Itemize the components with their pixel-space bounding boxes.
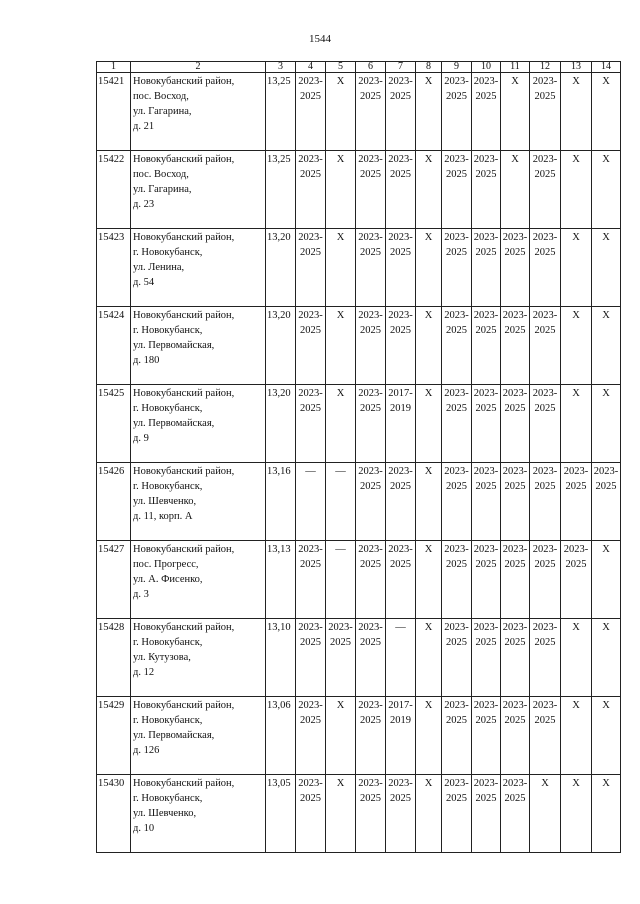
period-cell: X bbox=[326, 385, 356, 463]
period-cell: 2023- 2025 bbox=[356, 697, 386, 775]
column-number-row bbox=[97, 62, 621, 73]
column-number: 10 bbox=[472, 62, 501, 73]
period-cell: X bbox=[592, 151, 621, 229]
row-number-cell: 15427 bbox=[97, 541, 131, 619]
period-cell: X bbox=[416, 775, 442, 853]
period-cell: 2023- 2025 bbox=[442, 619, 472, 697]
row-number-cell: 15425 bbox=[97, 385, 131, 463]
row-number-cell: 15429 bbox=[97, 697, 131, 775]
period-cell: 2023- 2025 bbox=[386, 229, 416, 307]
period-cell: 2023- 2025 bbox=[296, 385, 326, 463]
table-row bbox=[97, 541, 621, 619]
column-number: 14 bbox=[592, 62, 621, 73]
period-cell: X bbox=[561, 619, 592, 697]
column-number: 5 bbox=[326, 62, 356, 73]
period-cell: 2023- 2025 bbox=[296, 619, 326, 697]
period-cell: 2023- 2025 bbox=[530, 619, 561, 697]
table-row bbox=[97, 385, 621, 463]
column-number: 1 bbox=[97, 62, 131, 73]
value-cell: 13,25 bbox=[266, 73, 296, 151]
value-cell: 13,06 bbox=[266, 697, 296, 775]
address-cell: Новокубанский район, пос. Восход, ул. Гагарина, д. 23 bbox=[131, 151, 266, 229]
value-cell: 13,20 bbox=[266, 385, 296, 463]
column-number: 11 bbox=[501, 62, 530, 73]
address-cell: Новокубанский район, г. Новокубанск, ул. Первомайская, д. 9 bbox=[131, 385, 266, 463]
table-row bbox=[97, 151, 621, 229]
period-cell: X bbox=[416, 73, 442, 151]
period-cell: 2023- 2025 bbox=[296, 541, 326, 619]
period-cell: X bbox=[416, 229, 442, 307]
period-cell: 2023- 2025 bbox=[442, 463, 472, 541]
period-cell: 2023- 2025 bbox=[501, 229, 530, 307]
value-cell: 13,20 bbox=[266, 229, 296, 307]
row-number-cell: 15421 bbox=[97, 73, 131, 151]
value-cell: 13,20 bbox=[266, 307, 296, 385]
period-cell: 2023- 2025 bbox=[356, 463, 386, 541]
period-cell: 2023- 2025 bbox=[561, 463, 592, 541]
period-cell: 2023- 2025 bbox=[530, 541, 561, 619]
period-cell: 2023- 2025 bbox=[386, 307, 416, 385]
period-cell: 2023- 2025 bbox=[356, 541, 386, 619]
period-cell: 2023- 2025 bbox=[501, 697, 530, 775]
period-cell: X bbox=[561, 229, 592, 307]
table-row bbox=[97, 307, 621, 385]
period-cell: 2023- 2025 bbox=[472, 775, 501, 853]
period-cell: 2023- 2025 bbox=[356, 229, 386, 307]
period-cell: 2023- 2025 bbox=[356, 151, 386, 229]
period-cell: X bbox=[530, 775, 561, 853]
period-cell: 2023- 2025 bbox=[472, 463, 501, 541]
period-cell: — bbox=[296, 463, 326, 541]
period-cell: X bbox=[501, 73, 530, 151]
period-cell: 2023- 2025 bbox=[296, 307, 326, 385]
period-cell: 2023- 2025 bbox=[442, 775, 472, 853]
period-cell: X bbox=[561, 697, 592, 775]
period-cell: X bbox=[592, 307, 621, 385]
table-row bbox=[97, 463, 621, 541]
address-cell: Новокубанский район, г. Новокубанск, ул. Ленина, д. 54 bbox=[131, 229, 266, 307]
period-cell: X bbox=[592, 619, 621, 697]
period-cell: 2023- 2025 bbox=[501, 463, 530, 541]
period-cell: 2023- 2025 bbox=[501, 619, 530, 697]
period-cell: — bbox=[326, 463, 356, 541]
period-cell: 2023- 2025 bbox=[442, 307, 472, 385]
period-cell: 2023- 2025 bbox=[501, 385, 530, 463]
period-cell: 2023- 2025 bbox=[386, 541, 416, 619]
period-cell: 2023- 2025 bbox=[530, 307, 561, 385]
period-cell: 2023- 2025 bbox=[356, 385, 386, 463]
address-cell: Новокубанский район, пос. Прогресс, ул. А. Фисенко, д. 3 bbox=[131, 541, 266, 619]
period-cell: 2023- 2025 bbox=[356, 619, 386, 697]
period-cell: X bbox=[561, 385, 592, 463]
period-cell: X bbox=[326, 697, 356, 775]
table-row bbox=[97, 229, 621, 307]
period-cell: 2023- 2025 bbox=[501, 307, 530, 385]
period-cell: 2023- 2025 bbox=[472, 697, 501, 775]
period-cell: X bbox=[326, 229, 356, 307]
period-cell: X bbox=[416, 385, 442, 463]
period-cell: X bbox=[326, 775, 356, 853]
address-cell: Новокубанский район, г. Новокубанск, ул. Кутузова, д. 12 bbox=[131, 619, 266, 697]
column-number: 3 bbox=[266, 62, 296, 73]
period-cell: 2023- 2025 bbox=[386, 775, 416, 853]
period-cell: 2023- 2025 bbox=[296, 229, 326, 307]
table-row bbox=[97, 619, 621, 697]
period-cell: 2023- 2025 bbox=[530, 385, 561, 463]
row-number-cell: 15426 bbox=[97, 463, 131, 541]
period-cell: 2017- 2019 bbox=[386, 697, 416, 775]
period-cell: 2023- 2025 bbox=[530, 151, 561, 229]
period-cell: 2023- 2025 bbox=[386, 151, 416, 229]
period-cell: 2023- 2025 bbox=[442, 151, 472, 229]
period-cell: 2023- 2025 bbox=[442, 697, 472, 775]
period-cell: 2023- 2025 bbox=[472, 73, 501, 151]
row-number-cell: 15428 bbox=[97, 619, 131, 697]
table-row bbox=[97, 775, 621, 853]
period-cell: X bbox=[561, 775, 592, 853]
period-cell: X bbox=[416, 697, 442, 775]
period-cell: X bbox=[561, 73, 592, 151]
period-cell: 2023- 2025 bbox=[296, 775, 326, 853]
address-cell: Новокубанский район, пос. Восход, ул. Гагарина, д. 21 bbox=[131, 73, 266, 151]
table-row bbox=[97, 73, 621, 151]
column-number: 2 bbox=[131, 62, 266, 73]
period-cell: X bbox=[416, 541, 442, 619]
period-cell: 2023- 2025 bbox=[472, 229, 501, 307]
period-cell: — bbox=[386, 619, 416, 697]
address-cell: Новокубанский район, г. Новокубанск, ул. Первомайская, д. 126 bbox=[131, 697, 266, 775]
period-cell: X bbox=[561, 151, 592, 229]
column-number: 13 bbox=[561, 62, 592, 73]
period-cell: 2017- 2019 bbox=[386, 385, 416, 463]
period-cell: 2023- 2025 bbox=[386, 463, 416, 541]
period-cell: 2023- 2025 bbox=[356, 775, 386, 853]
period-cell: 2023- 2025 bbox=[386, 73, 416, 151]
period-cell: 2023- 2025 bbox=[296, 151, 326, 229]
period-cell: X bbox=[592, 697, 621, 775]
period-cell: X bbox=[326, 151, 356, 229]
period-cell: 2023- 2025 bbox=[472, 151, 501, 229]
row-number-cell: 15423 bbox=[97, 229, 131, 307]
column-number: 9 bbox=[442, 62, 472, 73]
period-cell: 2023- 2025 bbox=[326, 619, 356, 697]
page-number: 1544 bbox=[309, 33, 331, 45]
period-cell: 2023- 2025 bbox=[472, 385, 501, 463]
address-cell: Новокубанский район, г. Новокубанск, ул. Первомайская, д. 180 bbox=[131, 307, 266, 385]
column-number: 12 bbox=[530, 62, 561, 73]
period-cell: 2023- 2025 bbox=[501, 541, 530, 619]
period-cell: 2023- 2025 bbox=[561, 541, 592, 619]
period-cell: X bbox=[416, 463, 442, 541]
period-cell: X bbox=[326, 307, 356, 385]
period-cell: 2023- 2025 bbox=[442, 385, 472, 463]
period-cell: X bbox=[501, 151, 530, 229]
period-cell: X bbox=[326, 73, 356, 151]
period-cell: 2023- 2025 bbox=[296, 697, 326, 775]
column-number: 7 bbox=[386, 62, 416, 73]
value-cell: 13,16 bbox=[266, 463, 296, 541]
value-cell: 13,05 bbox=[266, 775, 296, 853]
period-cell: 2023- 2025 bbox=[442, 229, 472, 307]
period-cell: X bbox=[416, 151, 442, 229]
period-cell: 2023- 2025 bbox=[442, 73, 472, 151]
period-cell: 2023- 2025 bbox=[472, 541, 501, 619]
column-number: 6 bbox=[356, 62, 386, 73]
period-cell: 2023- 2025 bbox=[530, 697, 561, 775]
value-cell: 13,25 bbox=[266, 151, 296, 229]
period-cell: X bbox=[416, 619, 442, 697]
period-cell: 2023- 2025 bbox=[296, 73, 326, 151]
period-cell: X bbox=[592, 541, 621, 619]
period-cell: X bbox=[592, 73, 621, 151]
period-cell: 2023- 2025 bbox=[530, 73, 561, 151]
period-cell: X bbox=[561, 307, 592, 385]
period-cell: 2023- 2025 bbox=[356, 73, 386, 151]
address-cell: Новокубанский район, г. Новокубанск, ул. Шевченко, д. 10 bbox=[131, 775, 266, 853]
address-cell: Новокубанский район, г. Новокубанск, ул. Шевченко, д. 11, корп. А bbox=[131, 463, 266, 541]
column-number: 4 bbox=[296, 62, 326, 73]
period-cell: X bbox=[592, 229, 621, 307]
period-cell: X bbox=[416, 307, 442, 385]
period-cell: X bbox=[592, 385, 621, 463]
row-number-cell: 15430 bbox=[97, 775, 131, 853]
column-number: 8 bbox=[416, 62, 442, 73]
period-cell: 2023- 2025 bbox=[356, 307, 386, 385]
row-number-cell: 15422 bbox=[97, 151, 131, 229]
data-table bbox=[96, 61, 621, 853]
period-cell: — bbox=[326, 541, 356, 619]
period-cell: X bbox=[592, 775, 621, 853]
period-cell: 2023- 2025 bbox=[501, 775, 530, 853]
period-cell: 2023- 2025 bbox=[530, 463, 561, 541]
period-cell: 2023- 2025 bbox=[530, 229, 561, 307]
value-cell: 13,13 bbox=[266, 541, 296, 619]
period-cell: 2023- 2025 bbox=[592, 463, 621, 541]
period-cell: 2023- 2025 bbox=[442, 541, 472, 619]
row-number-cell: 15424 bbox=[97, 307, 131, 385]
value-cell: 13,10 bbox=[266, 619, 296, 697]
period-cell: 2023- 2025 bbox=[472, 307, 501, 385]
table-row bbox=[97, 697, 621, 775]
period-cell: 2023- 2025 bbox=[472, 619, 501, 697]
